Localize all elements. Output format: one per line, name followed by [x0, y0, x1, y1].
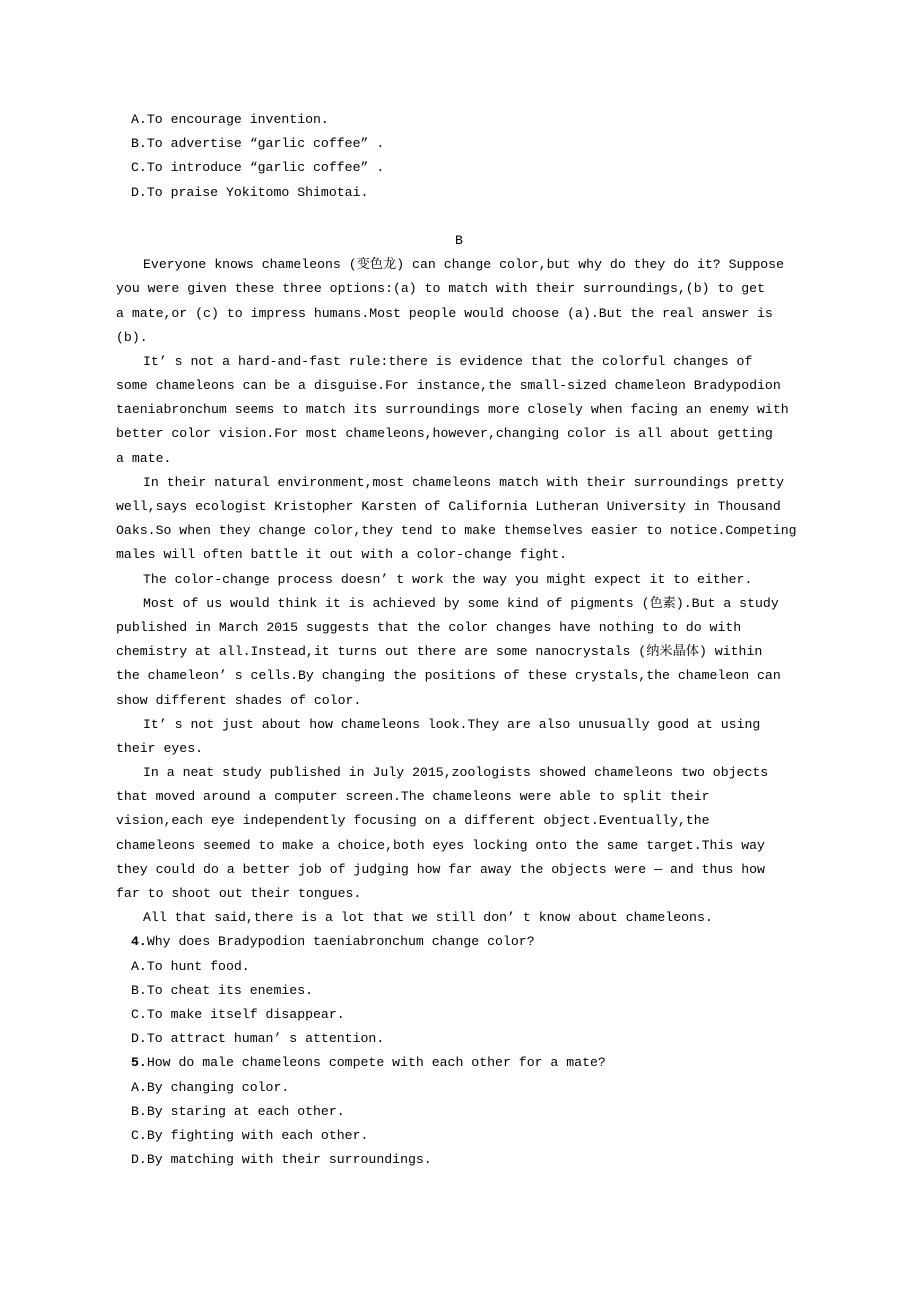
paragraph-line: chemistry at all.Instead,it turns out there are some nanocrystals (纳米晶体) within — [116, 644, 763, 660]
paragraph-line: a mate,or (c) to impress humans.Most people would choose (a).But the real answer is — [116, 305, 773, 321]
option-line: D.To praise Yokitomo Shimotai. — [131, 184, 369, 200]
blank-line — [116, 205, 792, 229]
paragraph-line: In their natural environment,most chameleons match with their surroundings pretty — [143, 474, 785, 490]
paragraph-line: chameleons seemed to make a choice,both eyes locking onto the same target.This way — [116, 837, 765, 853]
option-line: A.By changing color. — [131, 1079, 290, 1095]
paragraph-line: Most of us would think it is achieved by some kind of pigments (色素).But a study — [143, 595, 779, 611]
option-line: A.To encourage invention. — [131, 112, 329, 127]
option-line: B.To cheat its enemies. — [131, 982, 314, 998]
paragraph-line: Everyone knows chameleons (变色龙) can change color,but why do they do it? Suppose — [143, 257, 785, 273]
paragraph-line: a mate. — [116, 450, 172, 466]
option-line: C.To make itself disappear. — [131, 1006, 345, 1022]
paragraph-line: their eyes. — [116, 740, 204, 756]
paragraph-line: males will often battle it out with a color-change fight. — [116, 547, 568, 563]
paragraph-line: It’ s not just about how chameleons look.They are also unusually good at using — [143, 716, 761, 732]
question-line — [116, 1051, 792, 1075]
paragraph-line: In a neat study published in July 2015,zoologists showed chameleons two objects — [143, 765, 769, 781]
paragraph-line: The color-change process doesn’ t work the way you might expect it to either. — [143, 571, 753, 587]
paragraph-line: the chameleon’ s cells.By changing the positions of these crystals,the chameleon can — [116, 668, 781, 684]
question-text: How do male chameleons compete with each other for a mate? — [146, 1055, 606, 1071]
paragraph-line: you were given these three options:(a) to match with their surroundings,(b) to get — [116, 281, 765, 297]
document-content — [116, 108, 797, 1172]
paragraph-line: well,says ecologist Kristopher Karsten of California Lutheran University in Thousand — [116, 499, 781, 514]
paragraph-line: that moved around a computer screen.The chameleons were able to split their — [116, 789, 710, 805]
question-line — [116, 930, 792, 954]
paragraph-line: published in March 2015 suggests that the color changes have nothing to do with — [116, 619, 742, 635]
paragraph-line: show different shades of color. — [116, 692, 362, 708]
paragraph-line: taeniabronchum seems to match its surroundings more closely when facing an enemy with — [116, 402, 789, 418]
paragraph-line: (b). — [116, 329, 148, 345]
option-line: C.By fighting with each other. — [131, 1127, 369, 1143]
paragraph-line: vision,each eye independently focusing on a different object.Eventually,the — [116, 813, 710, 829]
option-line: B.To advertise “garlic coffee” . — [131, 136, 385, 152]
paragraph-line: better color vision.For most chameleons,however,changing color is all about getting — [116, 426, 773, 442]
question-number: 5. — [131, 1055, 147, 1071]
paragraph-line: they could do a better job of judging how far away the objects were — and thus how — [116, 861, 765, 877]
option-line: B.By staring at each other. — [131, 1103, 345, 1119]
paragraph-line: some chameleons can be a disguise.For instance,the small-sized chameleon Bradypodion — [116, 378, 781, 394]
option-line: D.To attract human’ s attention. — [131, 1031, 385, 1047]
option-line: A.To hunt food. — [131, 958, 250, 974]
section-heading: B — [455, 232, 463, 248]
option-line: D.By matching with their surroundings. — [131, 1152, 432, 1168]
question-text: Why does Bradypodion taeniabronchum change color? — [146, 934, 535, 950]
paragraph-line: It’ s not a hard-and-fast rule:there is evidence that the colorful changes of — [143, 353, 753, 369]
option-line: C.To introduce “garlic coffee” . — [131, 160, 385, 176]
paragraph-line: far to shoot out their tongues. — [116, 886, 362, 901]
question-number: 4. — [131, 934, 147, 950]
paragraph-line: All that said,there is a lot that we still don’ t know about chameleons. — [143, 910, 713, 926]
paragraph-line: Oaks.So when they change color,they tend to make themselves easier to notice.Competing — [116, 523, 797, 539]
